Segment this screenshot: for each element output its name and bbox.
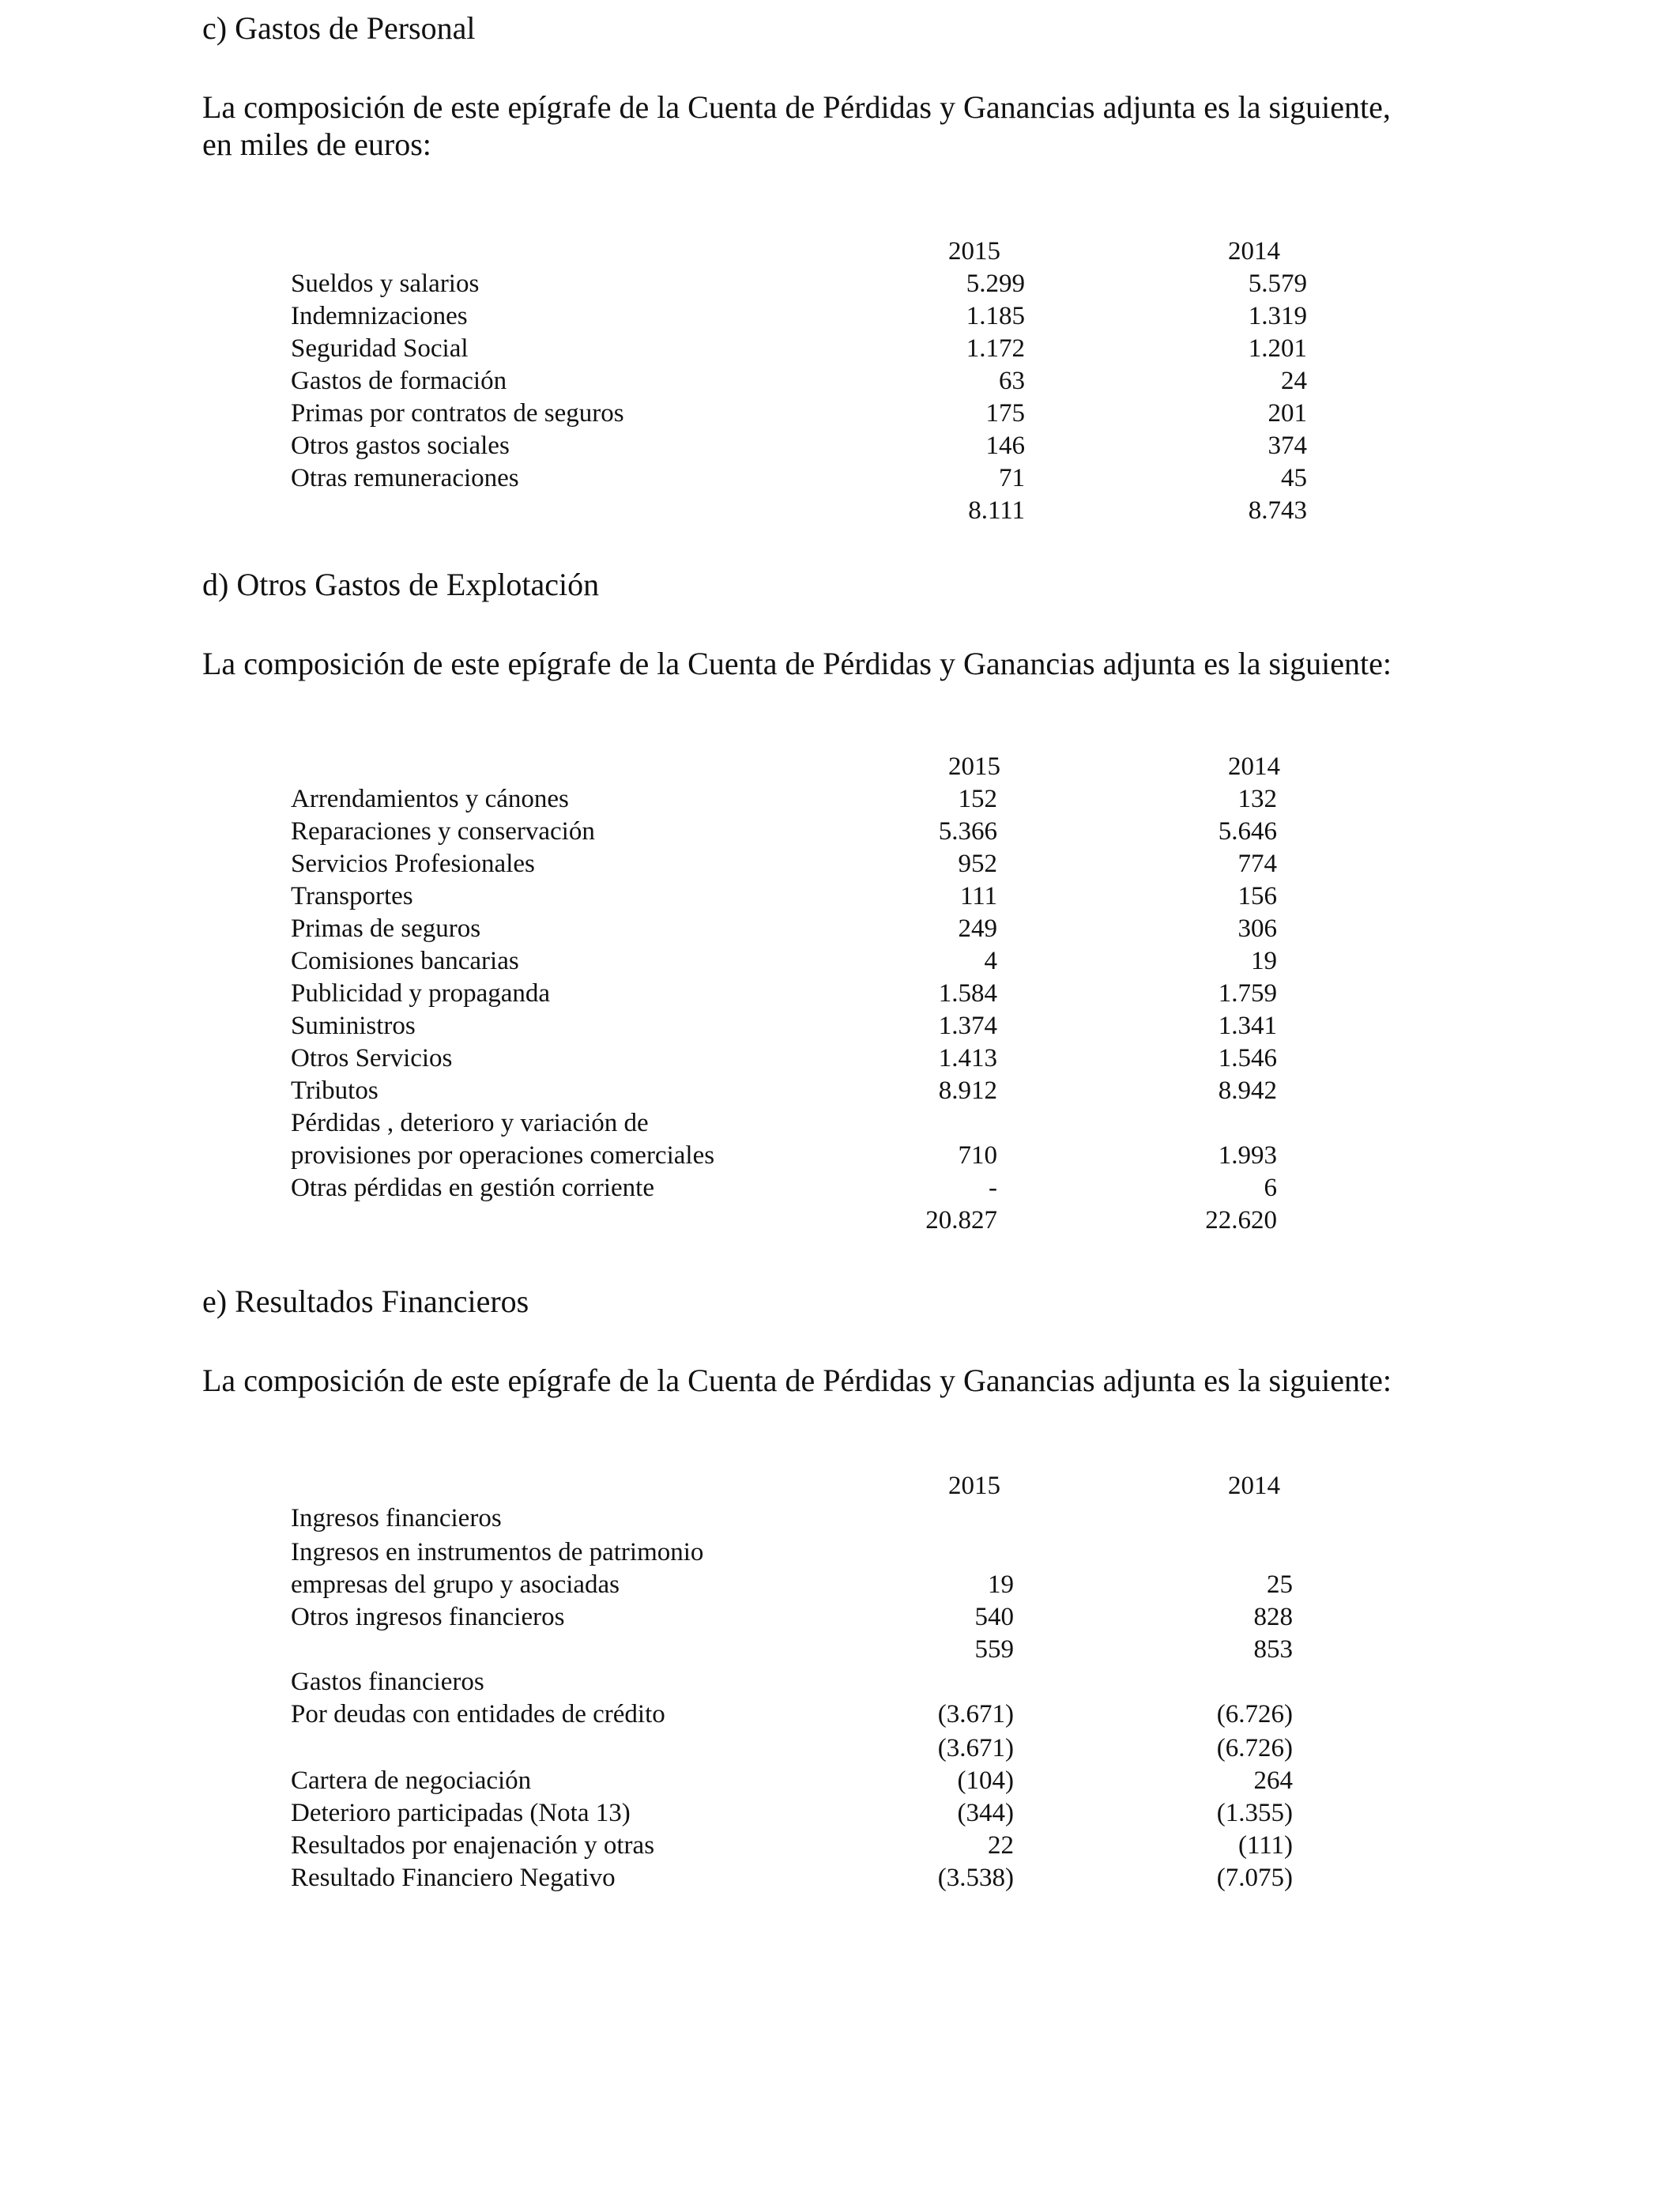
row-label: Indemnizaciones [291, 302, 468, 330]
value-2014: 264 [1253, 1766, 1293, 1795]
value-2014: 8.743 [1248, 496, 1307, 525]
value-2014: (6.726) [1216, 1700, 1293, 1728]
value-2015: 8.912 [938, 1076, 997, 1105]
row-label: Servicios Profesionales [291, 850, 535, 878]
value-2014: 22.620 [1205, 1206, 1277, 1235]
row-label: Ingresos financieros [291, 1504, 502, 1532]
value-2014: 45 [1281, 464, 1307, 492]
section-c-intro [202, 89, 1391, 163]
year-header-2015: 2015 [948, 237, 1000, 266]
value-2014: 5.646 [1218, 817, 1277, 846]
section-e-intro: La composición de este epígrafe de la Cuenta de Pérdidas y Ganancias adjunta es la siguiente: [202, 1363, 1392, 1398]
row-label: Primas por contratos de seguros [291, 399, 624, 428]
value-2014: 774 [1237, 850, 1277, 878]
row-label: Arrendamientos y cánones [291, 785, 569, 813]
section-c-intro-line1: La composición de este epígrafe de la Cuenta de Pérdidas y Ganancias adjunta es la siguiente, [202, 89, 1391, 125]
value-2014: (7.075) [1216, 1864, 1293, 1892]
value-2015: 8.111 [968, 496, 1025, 525]
row-label: Sueldos y salarios [291, 270, 480, 298]
value-2014: 853 [1253, 1635, 1293, 1664]
row-label: Otras pérdidas en gestión corriente [291, 1174, 655, 1202]
row-label: Resultado Financiero Negativo [291, 1864, 616, 1892]
row-label: Primas de seguros [291, 914, 481, 943]
value-2014: 1.201 [1248, 334, 1307, 363]
section-e-title: e) Resultados Financieros [202, 1284, 529, 1319]
value-2015: (3.671) [937, 1700, 1014, 1728]
year-header-2015: 2015 [948, 752, 1000, 781]
value-2015: (104) [957, 1766, 1014, 1795]
row-label: Deterioro participadas (Nota 13) [291, 1799, 631, 1827]
value-2015: 20.827 [925, 1206, 997, 1235]
value-2015: 19 [988, 1570, 1014, 1599]
row-label: Resultados por enajenación y otras [291, 1831, 655, 1860]
value-2015: 4 [984, 947, 997, 975]
value-2014: 306 [1237, 914, 1277, 943]
value-2015: 1.374 [938, 1012, 997, 1040]
value-2014: 5.579 [1248, 270, 1307, 298]
value-2014: 828 [1253, 1603, 1293, 1631]
value-2014: (6.726) [1216, 1734, 1293, 1762]
row-label: Por deudas con entidades de crédito [291, 1700, 665, 1728]
value-2015: 71 [999, 464, 1025, 492]
year-header-2014: 2014 [1228, 237, 1280, 266]
row-label: Publicidad y propaganda [291, 979, 551, 1008]
value-2015: 249 [958, 914, 997, 943]
value-2014: 1.993 [1218, 1141, 1277, 1170]
value-2014: 25 [1267, 1570, 1293, 1599]
year-header-2014: 2014 [1228, 752, 1280, 781]
value-2015: 540 [974, 1603, 1014, 1631]
value-2015: 5.366 [938, 817, 997, 846]
row-label: Gastos de formación [291, 367, 507, 395]
value-2014: 1.759 [1218, 979, 1277, 1008]
value-2015: 111 [959, 882, 997, 910]
row-label: Tributos [291, 1076, 379, 1105]
section-d-intro: La composición de este epígrafe de la Cuenta de Pérdidas y Ganancias adjunta es la siguiente: [202, 646, 1392, 681]
value-2014: 132 [1237, 785, 1277, 813]
value-2014: 1.341 [1218, 1012, 1277, 1040]
section-c-intro-line2: en miles de euros: [202, 126, 431, 162]
value-2015: 1.413 [938, 1044, 997, 1072]
value-2015: 1.185 [966, 302, 1025, 330]
section-d-title: d) Otros Gastos de Explotación [202, 567, 600, 602]
row-label: Otras remuneraciones [291, 464, 519, 492]
value-2014: 201 [1268, 399, 1307, 428]
row-label: Otros ingresos financieros [291, 1603, 565, 1631]
value-2014: (111) [1237, 1831, 1293, 1860]
value-2014: 156 [1237, 882, 1277, 910]
year-header-2015: 2015 [948, 1472, 1000, 1500]
value-2014: 1.546 [1218, 1044, 1277, 1072]
value-2015: (3.671) [937, 1734, 1014, 1762]
row-label: Pérdidas , deterioro y variación de [291, 1109, 649, 1137]
value-2015: 63 [999, 367, 1025, 395]
value-2015: 22 [988, 1831, 1014, 1860]
value-2014: 1.319 [1248, 302, 1307, 330]
value-2015: 952 [958, 850, 997, 878]
row-label: Ingresos en instrumentos de patrimonio [291, 1538, 704, 1566]
row-label: Transportes [291, 882, 413, 910]
value-2015: 5.299 [966, 270, 1025, 298]
value-2015: 1.172 [966, 334, 1025, 363]
value-2015: 146 [985, 432, 1025, 460]
value-2014: 374 [1268, 432, 1307, 460]
year-header-2014: 2014 [1228, 1472, 1280, 1500]
row-label: Seguridad Social [291, 334, 469, 363]
value-2015: 175 [985, 399, 1025, 428]
row-label: Otros Servicios [291, 1044, 453, 1072]
row-label: Otros gastos sociales [291, 432, 510, 460]
value-2015: - [989, 1174, 997, 1202]
value-2014: 8.942 [1218, 1076, 1277, 1105]
row-label: empresas del grupo y asociadas [291, 1570, 620, 1599]
value-2015: 559 [974, 1635, 1014, 1664]
value-2014: (1.355) [1216, 1799, 1293, 1827]
row-label: Cartera de negociación [291, 1766, 532, 1795]
value-2014: 19 [1251, 947, 1277, 975]
value-2015: 152 [958, 785, 997, 813]
row-label: Reparaciones y conservación [291, 817, 595, 846]
section-c-title: c) Gastos de Personal [202, 10, 476, 46]
row-label: Gastos financieros [291, 1668, 484, 1696]
value-2015: (344) [957, 1799, 1014, 1827]
value-2014: 6 [1264, 1174, 1277, 1202]
value-2015: (3.538) [937, 1864, 1014, 1892]
row-label: Comisiones bancarias [291, 947, 519, 975]
row-label: Suministros [291, 1012, 416, 1040]
value-2014: 24 [1281, 367, 1307, 395]
value-2015: 1.584 [938, 979, 997, 1008]
value-2015: 710 [958, 1141, 997, 1170]
row-label: provisiones por operaciones comerciales [291, 1141, 715, 1170]
